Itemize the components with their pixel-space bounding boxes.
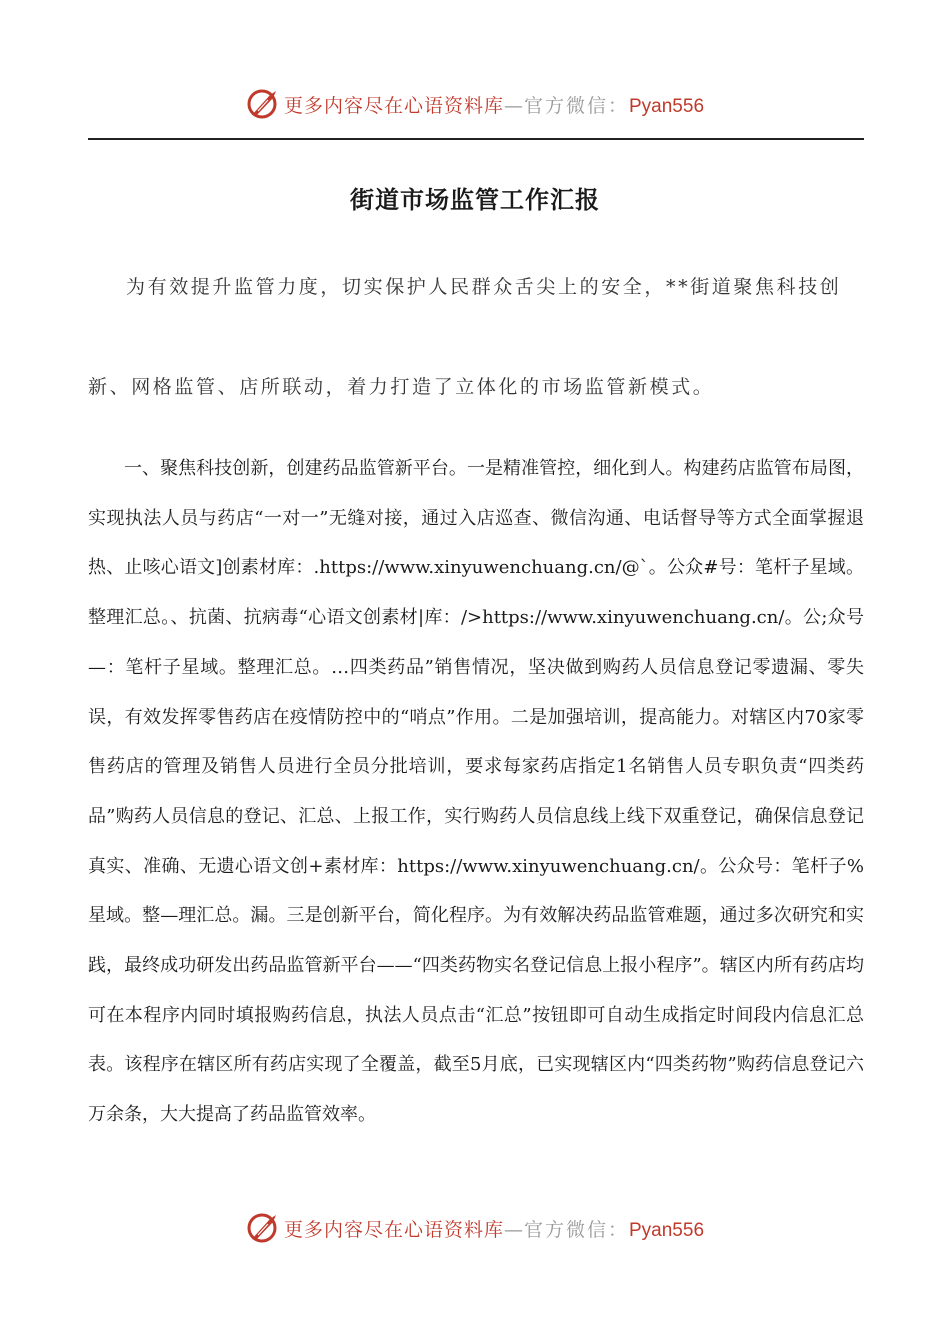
quill-logo-icon [246, 1211, 280, 1245]
banner-main-text: 更多内容尽在心语资料库 [283, 1218, 504, 1241]
intro-line-2: 新、网格监管、店所联动，着力打造了立体化的市场监管新模式。 [88, 376, 715, 398]
banner-main-text: 更多内容尽在心语资料库 [283, 94, 504, 117]
banner-wechat-id: Pyan556 [629, 1219, 705, 1241]
banner-dash: — [503, 1218, 524, 1241]
banner-contact-label: 官方微信： [523, 1218, 629, 1241]
quill-logo-icon [246, 87, 280, 121]
banner-text [284, 1215, 704, 1242]
intro-line-1: 为有效提升监管力度，切实保护人民群众舌尖上的安全，**街道聚焦科技创 [126, 276, 842, 298]
header-divider [88, 138, 864, 140]
section-1-paragraph: 一、聚焦科技创新，创建药品监管新平台。一是精准管控，细化到人。构建药店监管布局图，实现执法人员与药店“一对一”无缝对接，通过入店巡查、微信沟通、电话督导等方式全面掌握退热、止咳心语文]创素材库：.https://www.xinyuwenchuang.cn/@`。公众#号：笔杆子星域。整理汇总。、抗菌、抗病毒“心语文创素材|库：/>https://www.xinyuwenchuang.cn/。公;众号—：笔杆子星域。整理汇总。…四类药品”销售情况，坚决做到购药人员信息登记零遗漏、零失误，有效发挥零售药店在疫情防控中的“哨点”作用。二是加强培训，提高能力。对辖区内70家零售药店的管理及销售人员进行全员分批培训，要求每家药店指定1名销售人员专职负责“四类药品”购药人员信息的登记、汇总、上报工作，实行购药人员信息线上线下双重登记，确保信息登记真实、准确、无遗心语文创+素材库：https://www.xinyuwenchuang.cn/。公众号：笔杆子%星域。整—理汇总。漏。三是创新平台，简化程序。为有效解决药品监管难题，通过多次研究和实践，最终成功研发出药品监管新平台——“四类药物实名登记信息上报小程序”。辖区内所有药店均可在本程序内同时填报购药信息，执法人员点击“汇总”按钮即可自动生成指定时间段内信息汇总表。该程序在辖区所有药店实现了全覆盖，截至5月底，已实现辖区内“四类药物”购药信息登记六万余条，大大提高了药品监管效率。 [88, 458, 864, 1126]
header-watermark-banner [0, 86, 950, 122]
banner-dash: — [503, 94, 524, 117]
footer-watermark-banner [0, 1210, 950, 1246]
banner-wechat-id: Pyan556 [629, 95, 705, 117]
banner-contact-label: 官方微信： [523, 94, 629, 117]
document-title: 街道市场监管工作汇报 [350, 185, 600, 214]
banner-text [284, 91, 704, 118]
